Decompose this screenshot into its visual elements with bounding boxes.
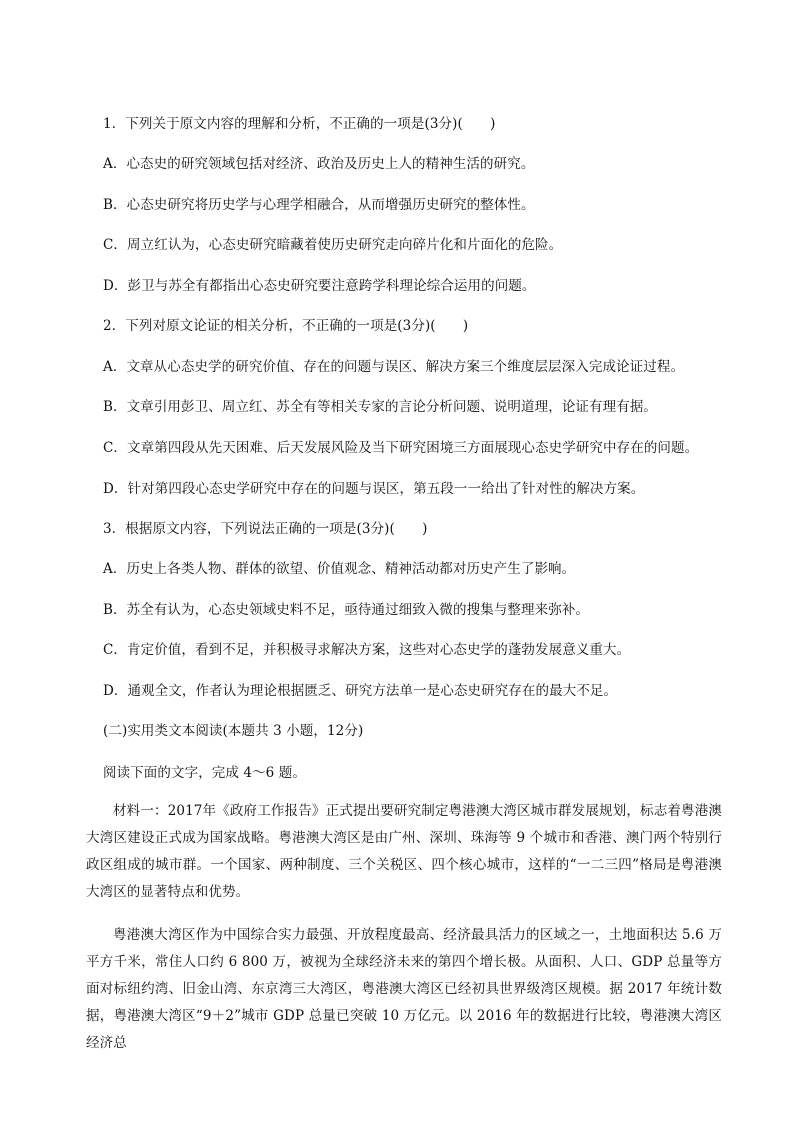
question-3-option-c: C．肯定价值，看到不足，并积极寻求解决方案，这些对心态史学的蓬勃发展意义重大。 bbox=[103, 642, 631, 658]
question-1-stem: 1．下列关于原文内容的理解和分析，不正确的一项是(3分)( ) bbox=[103, 116, 496, 132]
section-instruction: 阅读下面的文字，完成 4～6 题。 bbox=[103, 765, 306, 781]
question-1-option-b: B．心态史研究将历史学与心理学相融合，从而增强历史研究的整体性。 bbox=[103, 197, 535, 213]
question-1-option-c: C．周立红认为，心态史研究暗藏着使历史研究走向碎片化和片面化的危险。 bbox=[103, 237, 563, 253]
question-1-option-a: A．心态史的研究领域包括对经济、政治及历史上人的精神生活的研究。 bbox=[103, 156, 535, 172]
question-3-option-b: B．苏全有认为，心态史领域史料不足，亟待通过细致入微的搜集与整理来弥补。 bbox=[103, 602, 590, 618]
question-2-stem: 2．下列对原文论证的相关分析，不正确的一项是(3分)( ) bbox=[103, 318, 469, 334]
question-2-option-c: C．文章第四段从先天困难、后天发展风险及当下研究困境三方面展现心态史学研究中存在的问题。 bbox=[103, 440, 699, 456]
question-3-option-d: D．通观全文，作者认为理论根据匮乏、研究方法单一是心态史研究存在的最大不足。 bbox=[103, 683, 618, 699]
material-paragraph-1: 材料一：2017年《政府工作报告》正式提出要研究制定粤港澳大湾区城市群发展规划，标志着粤港澳大湾区建设正式成为国家战略。粤港澳大湾区是由广州、深圳、珠海等 9 个城市和香港、澳门两个特别行政区组成的城市群。一个国家、两种制度、三个关税区、四个核心城市，这样的“一二三四”格局是粤港澳大湾区的显著特点和优势。 bbox=[86, 803, 722, 900]
section-heading: (二)实用类文本阅读(本题共 3 小题，12分) bbox=[103, 723, 364, 739]
question-2-option-a: A．文章从心态史学的研究价值、存在的问题与误区、解决方案三个维度层层深入完成论证过程。 bbox=[103, 359, 685, 375]
question-1-option-d: D．彭卫与苏全有都指出心态史研究要注意跨学科理论综合运用的问题。 bbox=[103, 278, 536, 294]
question-2-option-b: B．文章引用彭卫、周立红、苏全有等相关专家的言论分析问题、说明道理，论证有理有据。 bbox=[103, 399, 658, 415]
material-paragraph-2: 粤港澳大湾区作为中国综合实力最强、开放程度最高、经济最具活力的区域之一，土地面积达 5.6 万平方千米，常住人口约 6 800 万，被视为全球经济未来的第四个增长极。从面积、人口、GDP 总量等方面对标纽约湾、旧金山湾、东京湾三大湾区，粤港澳大湾区已经初具世界级湾区规模。据 2017 年统计数据，粤港澳大湾区“9＋2”城市 GDP 总量已突破 10 万亿元。以 2016 年的数据进行比较，粤港澳大湾区经济总 bbox=[86, 927, 722, 1051]
question-3-stem: 3．根据原文内容，下列说法正确的一项是(3分)( ) bbox=[103, 521, 428, 537]
question-3-option-a: A．历史上各类人物、群体的欲望、价值观念、精神活动都对历史产生了影响。 bbox=[103, 561, 576, 577]
question-2-option-d: D．针对第四段心态史学研究中存在的问题与误区，第五段一一给出了针对性的解决方案。 bbox=[103, 481, 645, 497]
